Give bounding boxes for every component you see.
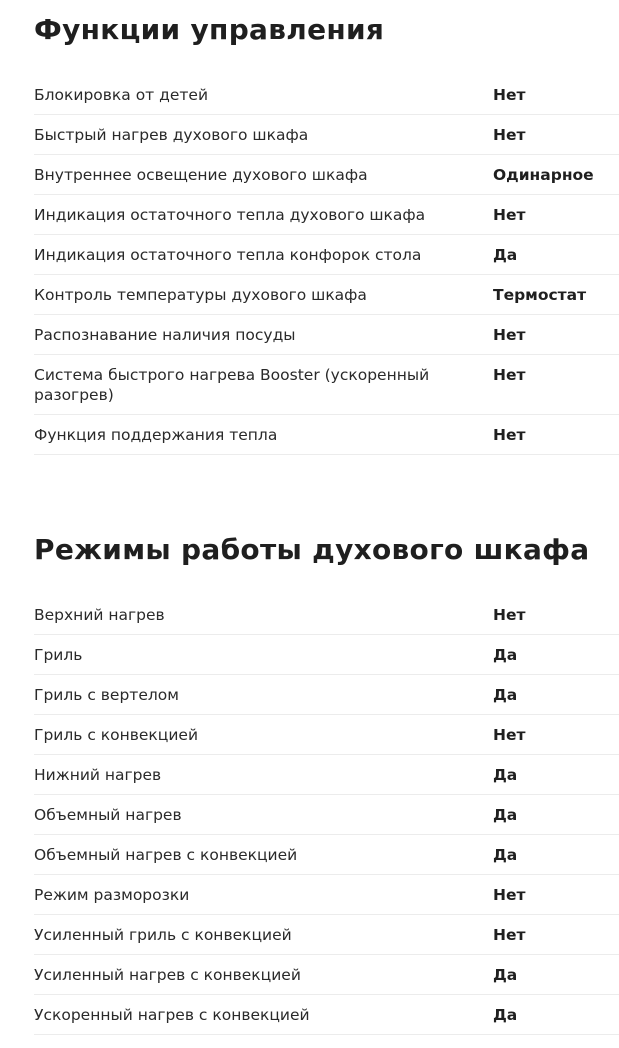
spec-row	[34, 275, 619, 315]
spec-name: Индикация остаточного тепла конфорок стола	[34, 246, 422, 264]
spec-row	[34, 195, 619, 235]
spec-row	[34, 115, 619, 155]
spec-value: Нет	[493, 926, 526, 944]
spec-row	[34, 915, 619, 955]
spec-value: Нет	[493, 366, 526, 384]
spec-value: Нет	[493, 326, 526, 344]
spec-value: Нет	[493, 886, 526, 904]
spec-value: Да	[493, 966, 518, 984]
spec-row	[34, 155, 619, 195]
spec-name: Гриль с конвекцией	[34, 726, 199, 744]
spec-value: Нет	[493, 86, 526, 104]
spec-row	[34, 715, 619, 755]
spec-row	[34, 675, 619, 715]
spec-value: Да	[493, 1006, 518, 1024]
spec-name: Контроль температуры духового шкафа	[34, 286, 367, 304]
spec-row	[34, 955, 619, 995]
spec-name: Ускоренный нагрев с конвекцией	[34, 1006, 310, 1024]
spec-name: Распознавание наличия посуды	[34, 326, 296, 344]
spec-value: Одинарное	[493, 166, 594, 184]
spec-row	[34, 635, 619, 675]
spec-list-control-functions	[34, 75, 619, 455]
section-title-oven-modes: Режимы работы духового шкафа	[34, 533, 590, 566]
spec-name: Блокировка от детей	[34, 86, 209, 104]
spec-value: Да	[493, 806, 518, 824]
spec-row	[34, 355, 619, 415]
spec-name: Быстрый нагрев духового шкафа	[34, 126, 309, 144]
spec-row	[34, 235, 619, 275]
spec-name: Объемный нагрев с конвекцией	[34, 846, 298, 864]
spec-value: Термостат	[493, 286, 587, 304]
spec-value: Нет	[493, 206, 526, 224]
spec-value: Нет	[493, 606, 526, 624]
spec-row	[34, 795, 619, 835]
spec-row	[34, 75, 619, 115]
spec-row	[34, 835, 619, 875]
spec-name: Усиленный гриль с конвекцией	[34, 926, 292, 944]
spec-name: Внутреннее освещение духового шкафа	[34, 166, 368, 184]
spec-list-oven-modes	[34, 595, 619, 1035]
spec-value: Да	[493, 646, 518, 664]
spec-name: Система быстрого нагрева Booster (ускоренный разогрев)	[34, 366, 430, 404]
spec-row	[34, 755, 619, 795]
spec-value: Нет	[493, 726, 526, 744]
spec-name: Режим разморозки	[34, 886, 190, 904]
spec-value: Да	[493, 846, 518, 864]
spec-row	[34, 595, 619, 635]
spec-value: Да	[493, 246, 518, 264]
spec-row	[34, 315, 619, 355]
spec-row	[34, 995, 619, 1035]
spec-name: Верхний нагрев	[34, 606, 165, 624]
spec-name: Объемный нагрев	[34, 806, 182, 824]
spec-name: Индикация остаточного тепла духового шкафа	[34, 206, 426, 224]
spec-name: Гриль с вертелом	[34, 686, 179, 704]
spec-name: Функция поддержания тепла	[34, 426, 278, 444]
spec-value: Да	[493, 686, 518, 704]
spec-name: Усиленный нагрев с конвекцией	[34, 966, 301, 984]
spec-row	[34, 875, 619, 915]
spec-value: Да	[493, 766, 518, 784]
spec-row	[34, 415, 619, 455]
spec-name: Нижний нагрев	[34, 766, 162, 784]
spec-name: Гриль	[34, 646, 83, 664]
section-title-control-functions: Функции управления	[34, 13, 385, 46]
spec-value: Нет	[493, 426, 526, 444]
spec-value: Нет	[493, 126, 526, 144]
